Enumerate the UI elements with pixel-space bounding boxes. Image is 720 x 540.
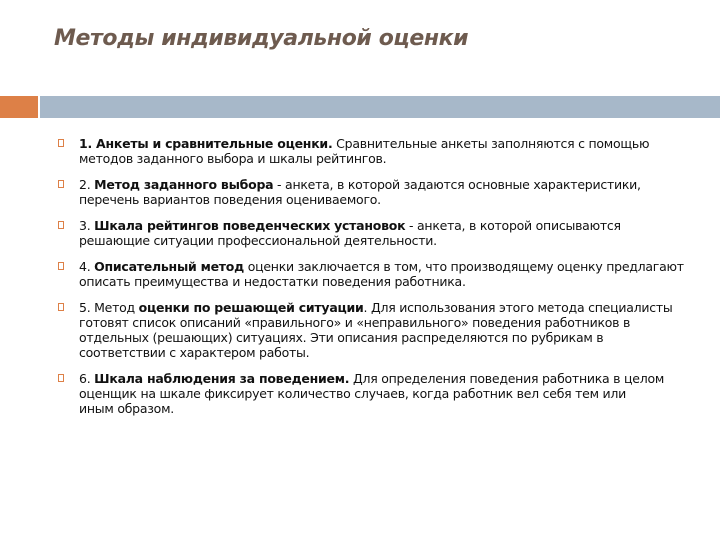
bullet-prefix: 6.: [79, 371, 95, 386]
bullet-text: [79, 218, 621, 248]
bullet-rest: Сравнительные анкеты заполняются с помощью методов заданного выбора и шкалы рейтингов.: [79, 136, 650, 166]
bullet-prefix: 5. Метод: [79, 300, 139, 315]
bullet-item-5: [58, 300, 688, 360]
bullet-rest: оценки заключается в том, что производящему оценку предлагают описать преимущества и недостатки поведения работника.: [79, 259, 684, 289]
title-divider-accent: [0, 96, 38, 118]
square-bullet-icon: [58, 221, 64, 229]
bullet-prefix: 3.: [79, 218, 95, 233]
title-divider-bar: [40, 96, 720, 118]
bullet-rest: . Для использования этого метода специалисты готовят список описаний «правильного» и «неправильного» поведения работников в отдельных (решающих) ситуациях. Эти описания распределяются по рубрикам в соответствии с характером работы.: [79, 300, 673, 360]
bullet-item-4: [58, 259, 688, 289]
square-bullet-icon: [58, 303, 64, 311]
bullet-rest: Для определения поведения работника в целом оценщик на шкале фиксирует количество случаев, когда работник вел себя тем или иным образом.: [79, 371, 665, 416]
bullet-item-2: [58, 177, 688, 207]
bullet-item-1: [58, 136, 688, 166]
bullet-item-6: [58, 371, 688, 416]
bullet-rest: - анкета, в которой задаются основные характеристики, перечень вариантов поведения оцениваемого.: [79, 177, 641, 207]
square-bullet-icon: [58, 262, 64, 270]
bullet-strong: 1. Анкеты и сравнительные оценки.: [79, 136, 333, 151]
bullet-rest: - анкета, в которой описываются решающие ситуации профессиональной деятельности.: [79, 218, 621, 248]
bullet-strong: Шкала рейтингов поведенческих установок: [94, 218, 406, 233]
bullet-strong: Метод заданного выбора: [94, 177, 274, 192]
bullet-text: [79, 259, 684, 289]
bullet-item-3: [58, 218, 688, 248]
bullet-prefix: 4.: [79, 259, 95, 274]
bullet-prefix: 2.: [79, 177, 95, 192]
square-bullet-icon: [58, 139, 64, 147]
slide-title: Методы индивидуальной оценки: [54, 26, 469, 51]
bullet-strong: Шкала наблюдения за поведением.: [94, 371, 350, 386]
bullet-strong: Описательный метод: [94, 259, 244, 274]
bullet-strong: оценки по решающей ситуации: [138, 300, 364, 315]
bullet-text: [79, 300, 673, 360]
square-bullet-icon: [58, 374, 64, 382]
square-bullet-icon: [58, 180, 64, 188]
bullet-text: [79, 371, 664, 416]
bullet-list: [58, 136, 688, 427]
bullet-text: [79, 177, 641, 207]
bullet-text: [79, 136, 649, 166]
